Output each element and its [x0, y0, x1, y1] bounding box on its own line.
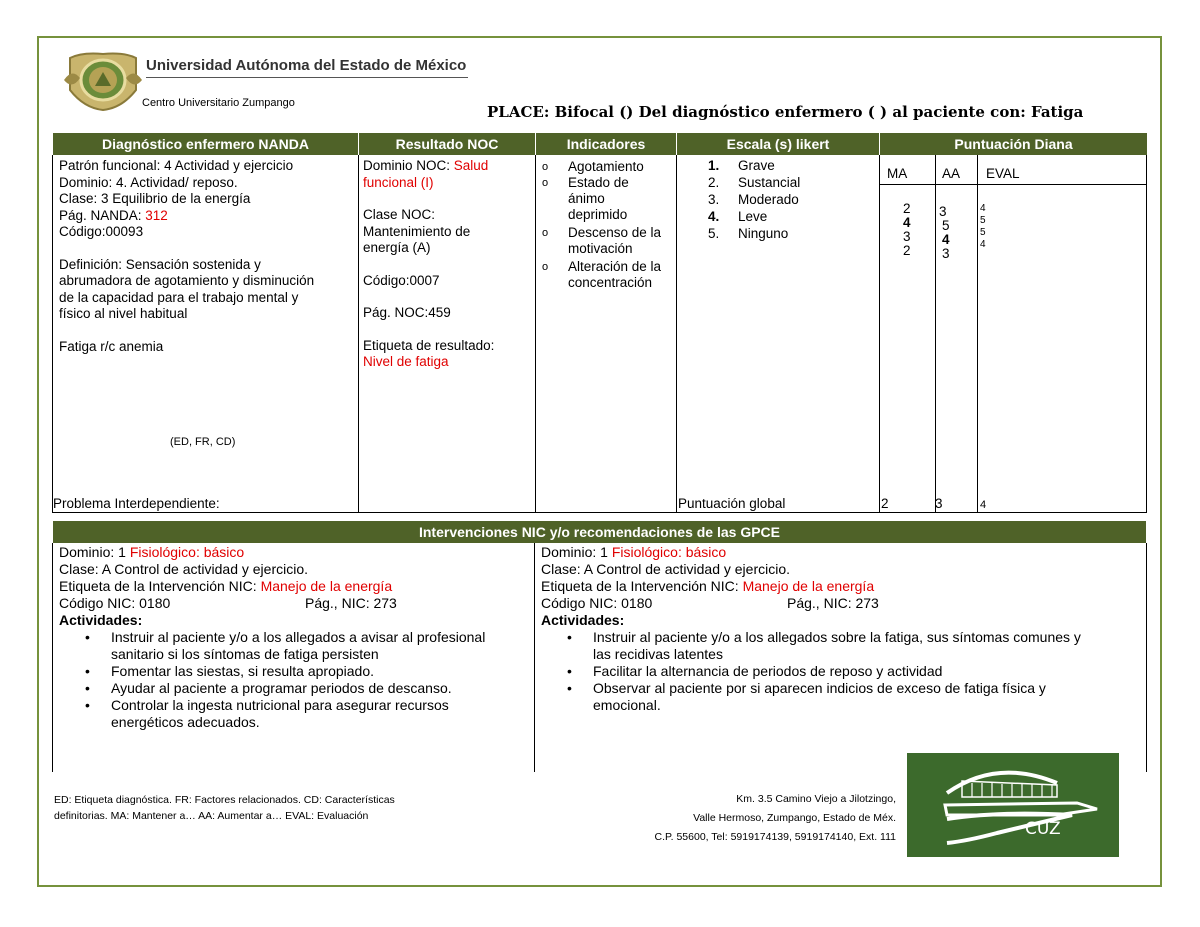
- likert-item: 5. Ninguno: [708, 226, 789, 241]
- diana-header-ma: MA: [887, 166, 908, 181]
- diana-eval-values: 4 5 5 4: [980, 203, 986, 250]
- nanda-patron: Patrón funcional: 4 Actividad y ejercicio: [59, 158, 294, 173]
- indicator-item: o Agotamiento: [542, 159, 644, 174]
- activity-item: • Fomentar las siestas, si resulta apropiado.: [85, 663, 375, 679]
- indicator-item: o Descenso de la motivación: [542, 225, 662, 256]
- nic-clase: Clase: A Control de actividad y ejercicio.: [541, 561, 791, 577]
- activity-item: • Observar al paciente por si aparecen indicios de exceso de fatiga física y emocional.: [567, 680, 1046, 713]
- interventions-right: [541, 544, 1081, 714]
- place-title: PLACE: Bifocal () Del diagnóstico enfermero ( ) al paciente con: Fatiga: [487, 103, 1084, 121]
- cuz-logo-text: CUZ: [1025, 819, 1061, 839]
- nanda-codigo: Código:00093: [59, 224, 144, 239]
- grid-line: [358, 155, 359, 513]
- footer-legend: ED: Etiqueta diagnóstica. FR: Factores relacionados. CD: Características definitorias. MA: Mantener a… AA: Aumentar a… EVAL: Evaluación: [54, 794, 395, 822]
- diana-header-aa: AA: [942, 166, 961, 181]
- grid-line: [935, 155, 936, 513]
- nanda-dominio: Dominio: 4. Actividad/ reposo.: [59, 174, 238, 190]
- indicator-item: o Alteración de la concentración: [542, 259, 662, 290]
- grid-line: [535, 155, 536, 513]
- noc-dominio: Dominio NOC: Salud: [363, 158, 489, 173]
- col-header-diana: Puntuación Diana: [880, 133, 1147, 155]
- nanda-diagnostico: Fatiga r/c anemia: [59, 338, 164, 354]
- noc-etiqueta-value: Nivel de fatiga: [363, 354, 449, 369]
- grid-line: [52, 543, 53, 772]
- nanda-problema: Problema Interdependiente:: [53, 496, 220, 511]
- likert-item: 4. Leve: [708, 209, 768, 224]
- noc-codigo: Código:0007: [363, 272, 440, 288]
- grid-line: [880, 184, 1146, 185]
- diana-total-ma: 2: [881, 496, 889, 511]
- nic-actividades-label: Actividades:: [59, 612, 143, 628]
- likert-global: Puntuación global: [678, 496, 786, 511]
- noc-etiqueta-label: Etiqueta de resultado:: [363, 337, 495, 353]
- nanda-definicion-line: de la capacidad para el trabajo mental y: [59, 289, 299, 305]
- col-header-noc: Resultado NOC: [359, 133, 535, 155]
- nic-codigo-row: Código NIC: 0180 Pág., NIC: 273: [59, 595, 397, 611]
- noc-clase-line: Clase NOC:: [363, 207, 436, 222]
- nanda-abbreviations: (ED, FR, CD): [170, 436, 236, 448]
- activities-list: [541, 629, 1081, 714]
- interventions-header: Intervenciones NIC y/o recomendaciones de las GPCE: [53, 521, 1146, 543]
- col-header-likert: Escala (s) likert: [677, 133, 879, 155]
- grid-line: [879, 155, 880, 513]
- activity-item: • Controlar la ingesta nutricional para asegurar recursos energéticos adecuados.: [85, 697, 449, 730]
- grid-line: [1146, 155, 1147, 513]
- activity-item: • Ayudar al paciente a programar periodos de descanso.: [85, 680, 452, 696]
- diana-total-eval: 4: [980, 499, 987, 511]
- likert-item: 3. Moderado: [708, 192, 799, 207]
- noc-clase-line: Mantenimiento de: [363, 223, 471, 239]
- grid-line: [52, 512, 1147, 513]
- university-underline: [146, 77, 468, 78]
- nic-clase: Clase: A Control de actividad y ejercicio.: [59, 561, 309, 577]
- nic-dominio: Dominio: 1 Fisiológico: básico: [541, 544, 727, 560]
- nic-actividades-label: Actividades:: [541, 612, 625, 628]
- nic-codigo-row: Código NIC: 0180 Pág., NIC: 273: [541, 595, 879, 611]
- footer-address: Km. 3.5 Camino Viejo a Jilotzingo, Valle Hermoso, Zumpango, Estado de Méx. C.P. 55600, Tel: 5919174139, 5919174140, Ext. 111: [654, 793, 896, 843]
- grid-line: [534, 543, 535, 772]
- interventions-left: [59, 544, 485, 731]
- noc-cell: [363, 158, 494, 371]
- grid-line: [52, 155, 53, 513]
- grid-line: [676, 155, 677, 513]
- diana-ma-values: 2 4 3 2: [903, 201, 911, 258]
- likert-item: 2. Sustancial: [708, 175, 801, 190]
- activity-item: • Instruir al paciente y/o a los allegados a avisar al profesional sanitario si los síntomas de fatiga persisten: [85, 629, 486, 662]
- university-seal-logo: [62, 50, 144, 112]
- nic-dominio: Dominio: 1 Fisiológico: básico: [59, 544, 245, 560]
- diana-header-eval: EVAL: [986, 166, 1020, 181]
- center-name: Centro Universitario Zumpango: [142, 97, 295, 109]
- cuz-logo: [907, 753, 1119, 857]
- nic-etiqueta: Etiqueta de la Intervención NIC: Manejo de la energía: [59, 578, 393, 594]
- noc-dominio-value: funcional (I): [363, 174, 434, 190]
- nanda-clase: Clase: 3 Equilibrio de la energía: [59, 191, 251, 206]
- likert-list: [708, 157, 800, 242]
- nic-etiqueta: Etiqueta de la Intervención NIC: Manejo de la energía: [541, 578, 875, 594]
- col-header-indicadores: Indicadores: [536, 133, 676, 155]
- nanda-definicion-line: abrumadora de agotamiento y disminución: [59, 273, 315, 288]
- noc-clase-line: energía (A): [363, 240, 431, 255]
- grid-line: [977, 155, 978, 513]
- activity-item: • Instruir al paciente y/o a los allegados sobre la fatiga, sus síntomas comunes y las recidivas latentes: [567, 629, 1081, 662]
- indicator-item: o Estado de ánimo deprimido: [542, 175, 629, 222]
- likert-item: 1. Grave: [708, 158, 775, 173]
- diana-aa-values: 3 5 4 3: [939, 204, 950, 261]
- nanda-definicion-line: físico al nivel habitual: [59, 306, 188, 321]
- col-header-nanda: Diagnóstico enfermero NANDA: [53, 133, 358, 155]
- grid-line: [1146, 543, 1147, 772]
- nanda-pagina: Pág. NANDA: 312: [59, 207, 168, 223]
- activities-list: [59, 629, 485, 731]
- nanda-definicion-line: Definición: Sensación sostenida y: [59, 256, 261, 272]
- noc-pagina: Pág. NOC:459: [363, 305, 451, 320]
- diana-total-aa: 3: [935, 496, 943, 511]
- university-name: Universidad Autónoma del Estado de México: [146, 57, 467, 74]
- activity-item: • Facilitar la alternancia de periodos de reposo y actividad: [567, 663, 943, 679]
- nanda-cell: [59, 158, 314, 355]
